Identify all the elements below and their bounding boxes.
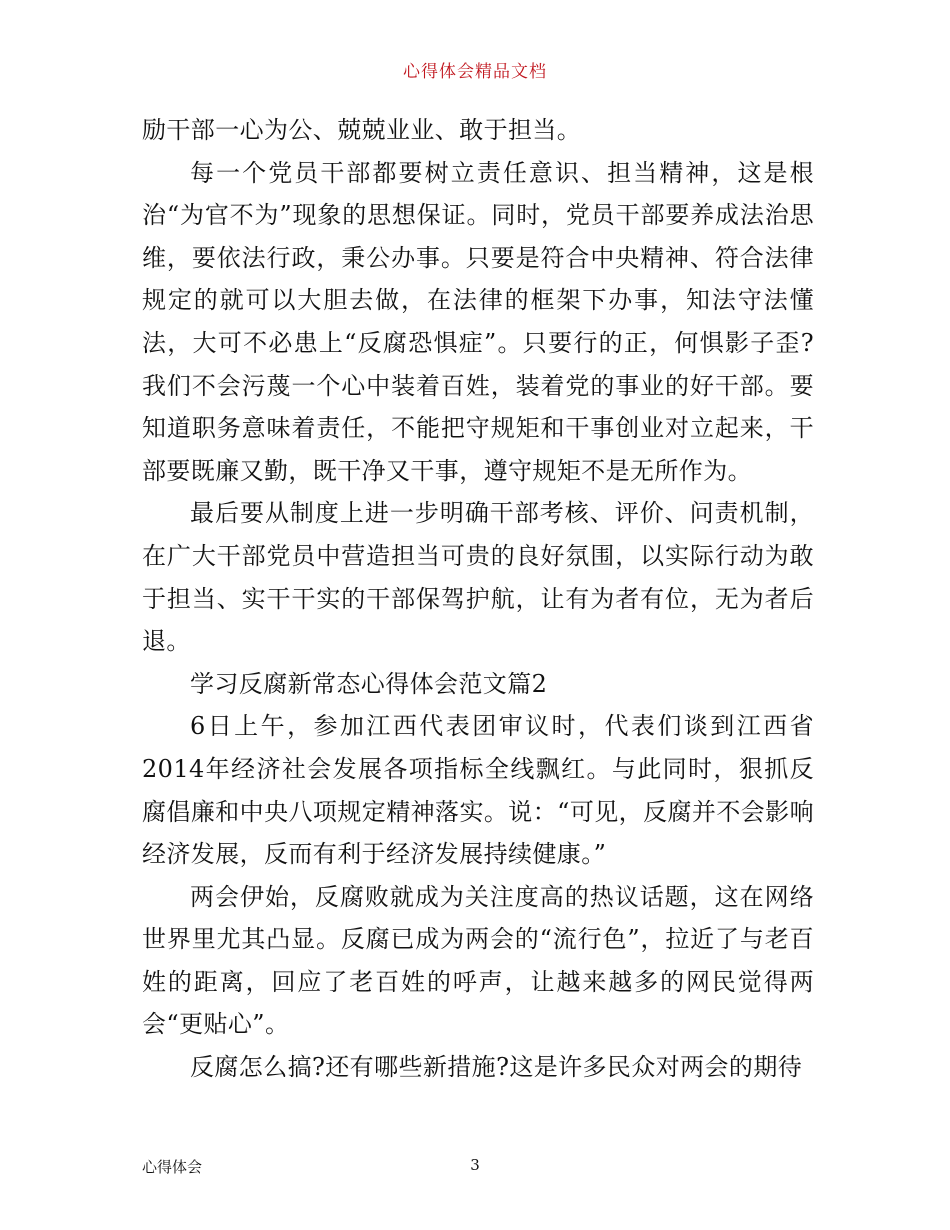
paragraph: 6日上午，参加江西代表团审议时，代表们谈到江西省2014年经济社会发展各项指标全线飘红。与此同时，狠抓反腐倡廉和中央八项规定精神落实。说：“可见，反腐并不会影响经济发展，反而有利于经济发展持续健康。” [142,712,814,869]
document-body [142,109,814,1089]
page-header-title: 心得体会精品文档 [403,62,547,82]
paragraph: 每一个党员干部都要树立责任意识、担当精神，这是根治“为官不为”现象的思想保证。同时，党员干部要养成法治思维，要依法行政，秉公办事。只要是符合中央精神、符合法律规定的就可以大胆去做，在法律的框架下办事，知法守法懂法，大可不必患上“反腐恐惧症”。只要行的正，何惧影子歪?我们不会污蔑一个心中装着百姓，装着党的事业的好干部。要知道职务意味着责任，不能把守规矩和干事创业对立起来，干部要既廉又勤，既干净又干事，遵守规矩不是无所作为。 [142,158,814,485]
page-number: 3 [470,1156,480,1174]
footer-label: 心得体会 [142,1158,203,1176]
paragraph: 最后要从制度上进一步明确干部考核、评价、问责机制，在广大干部党员中营造担当可贵的良好氛围，以实际行动为敢于担当、实干干实的干部保驾护航，让有为者有位，无为者后退。 [142,499,814,656]
section-heading: 学习反腐新常态心得体会范文篇2 [190,669,548,698]
paragraph: 两会伊始，反腐败就成为关注度高的热议话题，这在网络世界里尤其凸显。反腐已成为两会的“流行色”，拉近了与老百姓的距离，回应了老百姓的呼声，让越来越多的网民觉得两会“更贴心”。 [142,882,814,1039]
paragraph-continuation: 励干部一心为公、兢兢业业、敢于担当。 [142,116,582,144]
paragraph: 反腐怎么搞?还有哪些新措施?这是许多民众对两会的期待 [190,1053,803,1082]
